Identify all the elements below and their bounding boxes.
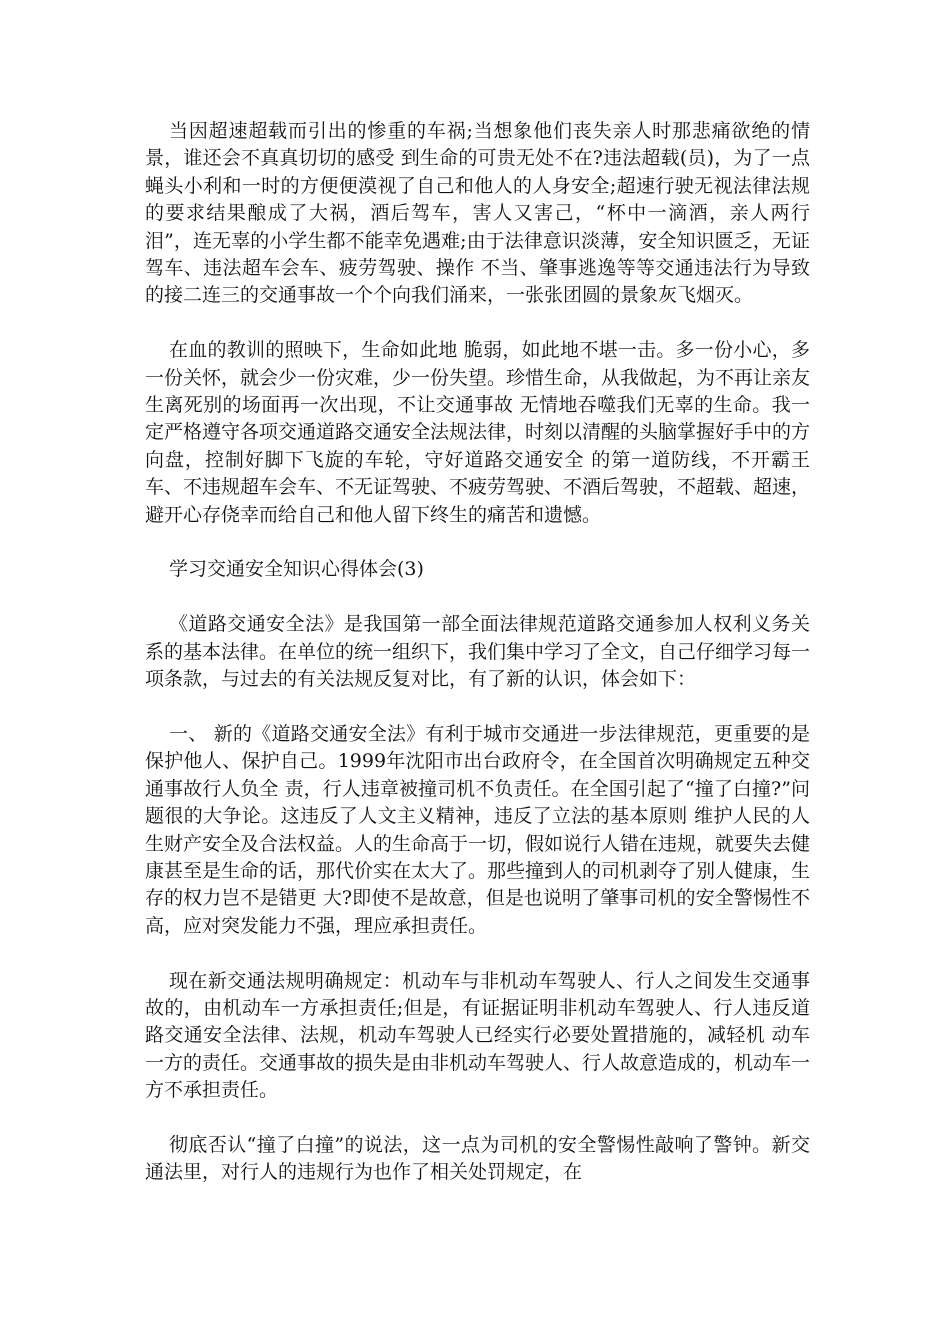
document-body bbox=[145, 118, 810, 1214]
paragraph-law-intro: 《道路交通安全法》是我国第一部全面法律规范道路交通参加人权利义务关系的基本法律。在单位的统一组织下，我们集中学习了全文，自己仔细学习每一项条款，与过去的有关法规反复对比，有了新的认识，体会如下： bbox=[145, 613, 811, 691]
paragraph-deny-no-fault: 彻底否认“撞了白撞”的说法，这一点为司机的安全警惕性敲响了警钟。新交通法里，对行人的违规行为也作了相关处罚规定，在 bbox=[145, 1133, 810, 1184]
section-heading: 学习交通安全知识心得体会(3) bbox=[169, 558, 424, 581]
paragraph-liability-rules: 现在新交通法规明确规定：机动车与非机动车驾驶人、行人之间发生交通事故的，由机动车一方承担责任;但是，有证据证明非机动车驾驶人、行人违反道路交通安全法律、法规，机动车驾驶人已经实行必要处置措施的，减轻机 动车一方的责任。交通事故的损失是由非机动车驾驶人、行人故意造成的，机动车一方不承担责任。 bbox=[145, 969, 811, 1102]
paragraph-accident-consequences: 当因超速超载而引出的惨重的车祸;当想象他们丧失亲人时那悲痛欲绝的情景，谁还会不真真切切的感受 到生命的可贵无处不在?违法超载(员)，为了一点蝇头小利和一时的方便便漠视了自己和他人的人身安全;超速行驶无视法律法规的要求结果酿成了大祸，酒后驾车，害人又害己，“杯中一滴酒，亲人两行泪”，连无辜的小学生都不能幸免遇难;由于法律意识淡薄，安全知识匮乏，无证驾车、违法超车会车、疲劳驾驶、操作 不当、肇事逃逸等等交通违法行为导致的接二连三的交通事故一个个向我们涌来，一张张团圆的景象灰飞烟灭。 bbox=[145, 120, 810, 307]
paragraph-point-one: 一、 新的《道路交通安全法》有利于城市交通进一步法律规范，更重要的是保护他人、保护自己。1999年沈阳市出台政府令，在全国首次明确规定五种交通事故行人负全 责，行人违章被撞司机不负责任。在全国引起了“撞了白撞?”问题很的大争论。这违反了人文主义精神，违反了立法的基本原则 维护人民的人生财产安全及合法权益。人的生命高于一切，假如说行人错在违规，就要失去健康甚至是生命的话，那代价实在太大了。那些撞到人的司机剥夺了别人健康，生存的权力岂不是错更 大?即使不是故意，但是也说明了肇事司机的安全警惕性不高，应对突发能力不强，理应承担责任。 bbox=[145, 722, 811, 937]
paragraph-cherish-life: 在血的教训的照映下，生命如此地 脆弱，如此地不堪一击。多一份小心，多一份关怀，就会少一份灾难，少一份失望。珍惜生命，从我做起，为不再让亲友生离死别的场面再一次出现，不让交通事故 无情地吞噬我们无辜的生命。我一定严格遵守各项交通道路交通安全法规法律，时刻以清醒的头脑掌握好手中的方向盘，控制好脚下飞旋的车轮，守好道路交通安全 的第一道防线，不开霸王车、不违规超车会车、不无证驾驶、不疲劳驾驶、不酒后驾驶，不超载、超速，避开心存侥幸而给自己和他人留下终生的痛苦和遗憾。 bbox=[145, 339, 811, 526]
